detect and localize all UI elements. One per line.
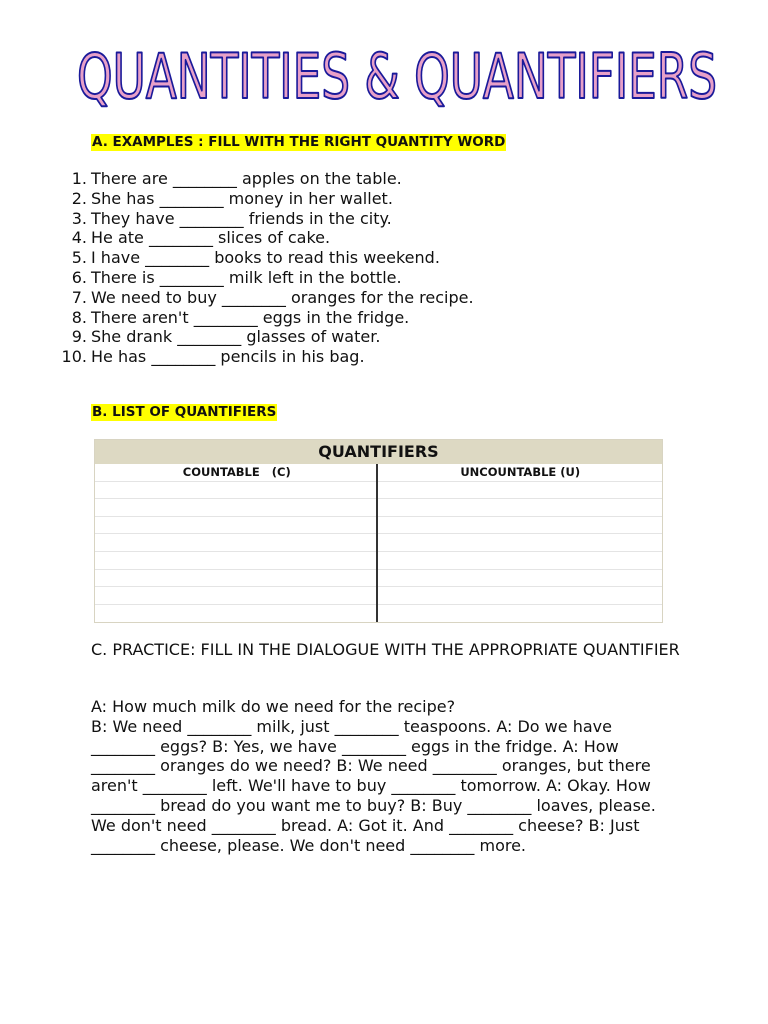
item-number: 4. <box>71 228 87 248</box>
item-number: 7. <box>71 287 87 307</box>
item-text: He ate ________ slices of cake. <box>91 228 331 248</box>
table-header-row <box>95 464 662 482</box>
table-cell[interactable] <box>95 605 379 623</box>
title-text: QUANTITIES & QUANTIFIERS <box>77 40 717 113</box>
list-item <box>58 308 474 328</box>
table-row <box>95 482 662 500</box>
table-title: QUANTIFIERS <box>95 440 662 464</box>
column-header-uncountable: UNCOUNTABLE (U) <box>460 465 581 479</box>
list-item <box>58 248 474 268</box>
list-item <box>58 209 474 229</box>
list-item <box>58 228 474 248</box>
table-cell[interactable] <box>379 534 663 551</box>
section-b-heading: B. LIST OF QUANTIFIERS <box>92 404 277 420</box>
practice-dialogue <box>91 697 681 855</box>
item-text: We need to buy ________ oranges for the recipe. <box>91 287 474 307</box>
table-row <box>95 605 662 623</box>
list-item <box>58 169 474 189</box>
item-text: There aren't ________ eggs in the fridge. <box>91 307 410 327</box>
list-item <box>58 288 474 308</box>
table-row <box>95 517 662 535</box>
table-cell[interactable] <box>379 482 663 499</box>
item-text: There is ________ milk left in the bottle. <box>91 267 402 287</box>
column-header-countable: COUNTABLE (C) <box>182 465 291 479</box>
list-item <box>58 268 474 288</box>
table-cell[interactable] <box>95 552 379 569</box>
item-number: 2. <box>71 188 87 208</box>
section-c-heading: C. PRACTICE: FILL IN THE DIALOGUE WITH THE APPROPRIATE QUANTIFIER <box>91 640 680 659</box>
item-number: 6. <box>71 267 87 287</box>
item-number: 9. <box>71 327 87 347</box>
table-row <box>95 587 662 605</box>
item-number: 8. <box>71 307 87 327</box>
item-number: 5. <box>71 248 87 268</box>
quantifiers-table <box>94 439 663 623</box>
column-divider <box>376 464 378 622</box>
table-cell[interactable] <box>95 517 379 534</box>
table-cell[interactable] <box>379 587 663 604</box>
item-text: He has ________ pencils in his bag. <box>91 347 365 367</box>
item-text: She has ________ money in her wallet. <box>91 188 393 208</box>
list-item <box>58 347 474 367</box>
list-item <box>58 189 474 209</box>
table-cell[interactable] <box>95 482 379 499</box>
table-row <box>95 552 662 570</box>
title-wordart <box>0 4 768 114</box>
item-text: She drank ________ glasses of water. <box>91 327 381 347</box>
table-row <box>95 534 662 552</box>
item-number: 10. <box>61 347 87 367</box>
table-cell[interactable] <box>95 570 379 587</box>
item-number: 1. <box>71 169 87 188</box>
table-body <box>95 464 662 622</box>
table-cell[interactable] <box>379 499 663 516</box>
table-cell[interactable] <box>95 499 379 516</box>
table-cell[interactable] <box>379 552 663 569</box>
item-text: They have ________ friends in the city. <box>91 208 392 228</box>
table-cell[interactable] <box>379 517 663 534</box>
item-text: I have ________ books to read this weekend. <box>91 248 440 268</box>
dialogue-line: A: How much milk do we need for the recipe? <box>91 697 456 716</box>
item-number: 3. <box>71 208 87 228</box>
worksheet-title <box>0 4 768 114</box>
table-row <box>95 499 662 517</box>
table-cell[interactable] <box>379 570 663 587</box>
table-row <box>95 570 662 588</box>
table-cell[interactable] <box>95 534 379 551</box>
section-a-heading: A. EXAMPLES : FILL WITH THE RIGHT QUANTITY WORD <box>92 134 506 150</box>
table-cell[interactable] <box>95 587 379 604</box>
item-text: There are ________ apples on the table. <box>91 169 402 188</box>
list-item <box>58 327 474 347</box>
examples-list <box>58 169 474 367</box>
table-cell[interactable] <box>379 605 663 623</box>
dialogue-paragraph: B: We need ________ milk, just ________ teaspoons. A: Do we have ________ eggs? B: Yes, we have ________ eggs in the fridge. A: How ________ oranges do we need? B: We need ________ oranges, but there aren't ________ left. We'll have to buy ________ tomorrow. A: Okay. How ________ bread do you want me to buy? B: Buy ________ loaves, please. We don't need ________ bread. A: Got it. And ________ cheese? B: Just ________ cheese, please. We don't need ________ more. <box>91 716 656 855</box>
